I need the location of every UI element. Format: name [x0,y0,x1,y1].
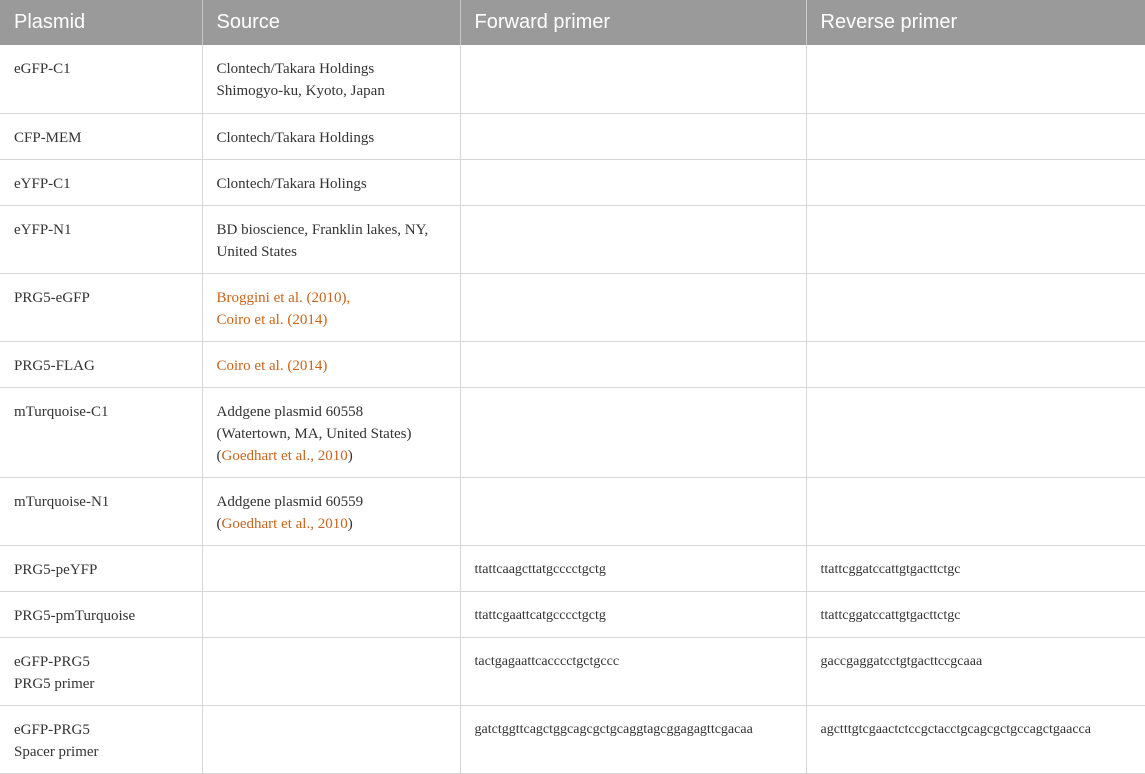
citation-link[interactable]: Goedhart et al., 2010 [221,447,348,464]
table-row [0,205,1145,273]
plasmid-cell [0,637,202,705]
plasmid-cell [0,387,202,477]
source-cell [202,637,460,705]
source-cell [202,273,460,341]
table-row [0,591,1145,637]
source-cell [202,591,460,637]
forward-primer-cell: ttattcaagcttatgcccctgctg [460,545,806,591]
plasmid-name: PRG5-FLAG [14,357,95,374]
plasmid-name: CFP-MEM [14,129,82,146]
source-cell [202,387,460,477]
forward-primer-cell [460,341,806,387]
plasmid-note: Spacer primer [14,743,99,760]
table-row [0,341,1145,387]
header-reverse-primer: Reverse primer [806,0,1145,45]
plasmid-cell [0,545,202,591]
forward-primer-cell [460,159,806,205]
table-row [0,705,1145,773]
reverse-primer-cell [806,387,1145,477]
source-cell [202,113,460,159]
plasmid-name: PRG5-peYFP [14,561,98,578]
reverse-primer-cell [806,45,1145,113]
source-line: Addgene plasmid 60559 [216,493,364,510]
header-plasmid: Plasmid [0,0,202,45]
table-row [0,637,1145,705]
table-row [0,159,1145,205]
reverse-primer-cell [806,341,1145,387]
source-line: Clontech/Takara Holdings [216,61,375,77]
source-cell [202,341,460,387]
citation-link[interactable]: Coiro et al. (2014) [216,311,328,328]
plasmid-name: eGFP-C1 [14,61,71,77]
paren-close: ) [347,447,353,464]
plasmid-name: eYFP-C1 [14,175,71,192]
plasmid-cell [0,477,202,545]
forward-primer-cell: gatctggttcagctggcagcgctgcaggtagcggagagttcgacaa [460,705,806,773]
source-line: United States [216,243,297,260]
reverse-primer-cell: agctttgtcgaactctccgctacctgcagcgctgccagctgaacca [806,705,1145,773]
plasmid-name: mTurquoise-C1 [14,403,109,420]
plasmid-name: mTurquoise-N1 [14,493,110,510]
plasmid-name: PRG5-eGFP [14,289,90,306]
plasmid-name: eYFP-N1 [14,221,72,238]
header-row [0,0,1145,45]
source-line [217,445,446,467]
forward-primer-cell [460,205,806,273]
plasmid-name: eGFP-PRG5 [14,653,90,670]
forward-primer-cell [460,477,806,545]
source-cell [202,159,460,205]
plasmid-note: PRG5 primer [14,675,95,692]
forward-primer-cell [460,273,806,341]
paren-open: ( [216,515,222,532]
source-cell [202,205,460,273]
table-row [0,477,1145,545]
table-row [0,545,1145,591]
plasmid-cell [0,705,202,773]
paren-open: ( [216,447,222,464]
header-forward-primer: Forward primer [460,0,806,45]
source-cell [202,477,460,545]
source-line: Clontech/Takara Holdings [216,129,375,146]
table-row [0,113,1145,159]
source-line: Shimogyo-ku, Kyoto, Japan [216,83,385,99]
reverse-primer-cell [806,477,1145,545]
source-cell [202,545,460,591]
table-row [0,387,1145,477]
citation-link[interactable]: Broggini et al. (2010), [216,289,351,306]
plasmid-cell [0,159,202,205]
table-row [0,273,1145,341]
table-row [0,45,1145,113]
reverse-primer-cell [806,113,1145,159]
reverse-primer-cell [806,273,1145,341]
reverse-primer-cell: ttattcggatccattgtgacttctgc [806,591,1145,637]
forward-primer-cell [460,387,806,477]
plasmid-cell [0,591,202,637]
forward-primer-cell [460,113,806,159]
reverse-primer-cell: gaccgaggatcctgtgacttccgcaaa [806,637,1145,705]
source-line: (Watertown, MA, United States) [216,425,412,442]
citation-link[interactable]: Coiro et al. (2014) [216,357,328,374]
forward-primer-cell [460,45,806,113]
plasmid-cell [0,113,202,159]
reverse-primer-cell: ttattcggatccattgtgacttctgc [806,545,1145,591]
citation-link[interactable]: Goedhart et al., 2010 [221,515,348,532]
header-source: Source [202,0,460,45]
paren-close: ) [347,515,353,532]
reverse-primer-cell [806,159,1145,205]
plasmid-name: eGFP-PRG5 [14,721,90,738]
source-line: Clontech/Takara Holings [216,175,367,192]
plasmid-cell [0,45,202,113]
plasmid-name: PRG5-pmTurquoise [14,607,136,624]
plasmid-cell [0,205,202,273]
source-line [217,513,446,535]
plasmid-cell [0,341,202,387]
forward-primer-cell: tactgagaattcacccctgctgccc [460,637,806,705]
source-cell [202,45,460,113]
reverse-primer-cell [806,205,1145,273]
source-cell [202,705,460,773]
source-line: Addgene plasmid 60558 [216,403,364,420]
forward-primer-cell: ttattcgaattcatgcccctgctg [460,591,806,637]
plasmid-cell [0,273,202,341]
source-line: BD bioscience, Franklin lakes, NY, [216,221,429,238]
